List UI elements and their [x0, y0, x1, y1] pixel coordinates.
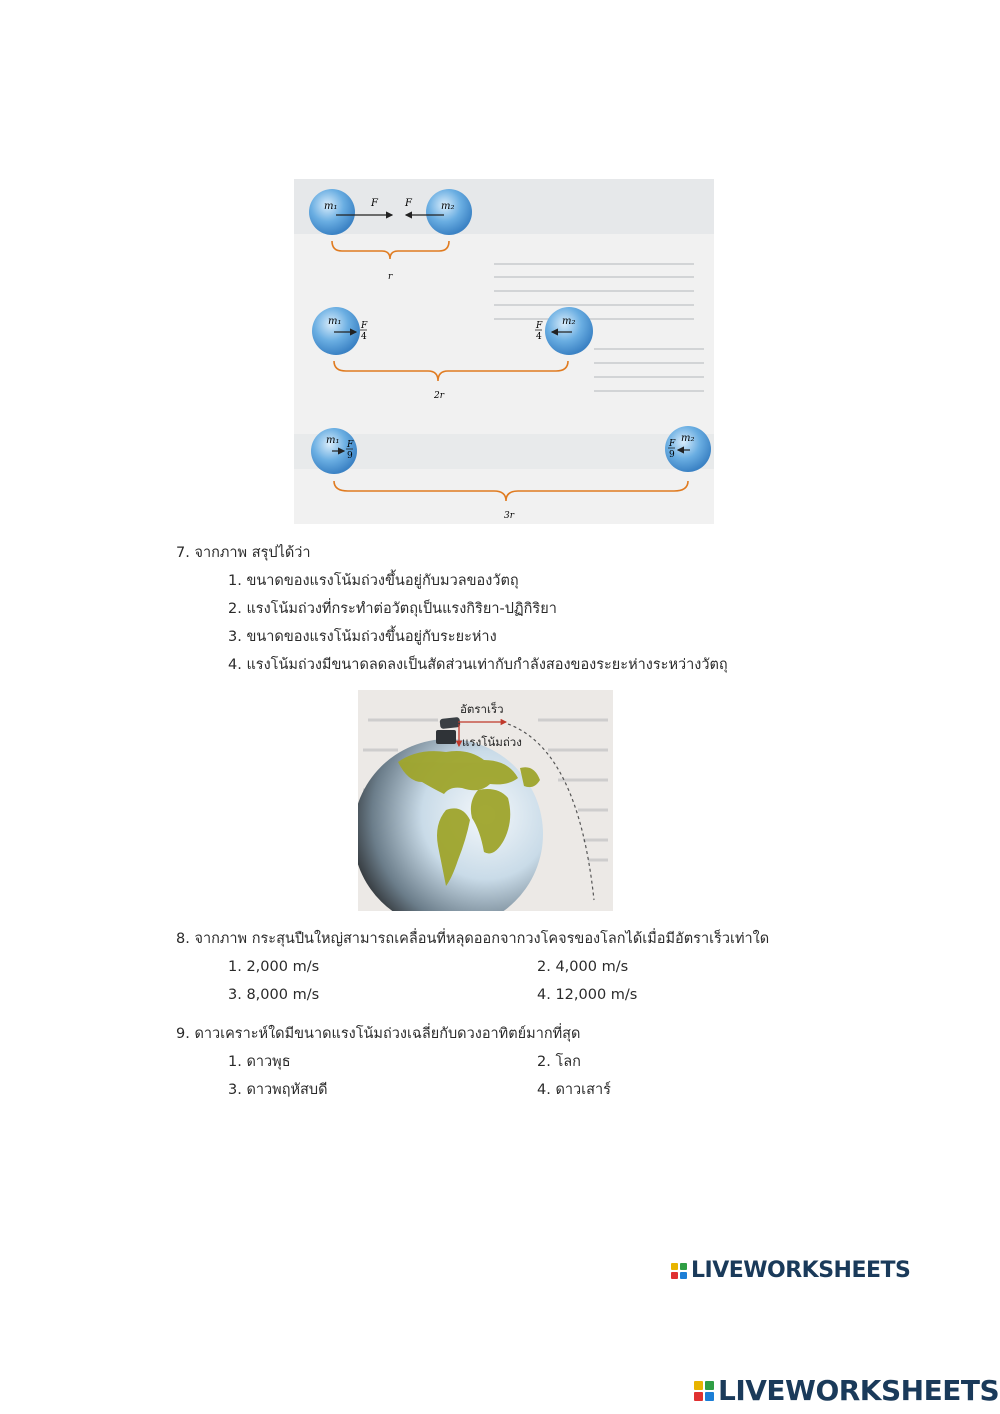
mass-label: m₂ [441, 201, 455, 212]
q7-option-3: 3. ขนาดของแรงโน้มถ่วงขึ้นอยู่กับระยะห่าง [228, 629, 497, 645]
gravity-label: แรงโน้มถ่วง [462, 735, 522, 749]
mass-sphere [545, 307, 593, 355]
force-fraction-den: 4 [361, 332, 367, 342]
logo-tile [694, 1381, 703, 1390]
logo-text: LIVEWORKSHEETS [718, 1374, 1000, 1407]
q9-option-4: 4. ดาวเสาร์ [537, 1082, 611, 1098]
gravity-distance-diagram [294, 179, 714, 524]
cannon-earth-diagram [358, 690, 613, 911]
speed-label: อัตราเร็ว [460, 702, 504, 716]
logo-tile [680, 1263, 687, 1270]
q8-option-3: 3. 8,000 m/s [228, 987, 320, 1003]
question-7: 7. จากภาพ สรุปได้ว่า [176, 545, 311, 561]
force-fraction-num: F [347, 440, 354, 450]
mass-label: m₁ [328, 316, 342, 327]
logo-tile [671, 1263, 678, 1270]
mass-label: m₁ [326, 435, 340, 446]
logo-tile [671, 1272, 678, 1279]
force-label: F [371, 198, 378, 209]
logo-text: LIVEWORKSHEETS [691, 1258, 911, 1283]
cannon-base [436, 730, 456, 744]
question-9: 9. ดาวเคราะห์ใดมีขนาดแรงโน้มถ่วงเฉลี่ยกับดวงอาทิตย์มากที่สุด [176, 1026, 581, 1042]
force-fraction-den: 9 [347, 451, 353, 461]
force-fraction-num: F [361, 321, 368, 331]
q8-option-2: 2. 4,000 m/s [537, 959, 629, 975]
mass-label: m₁ [324, 201, 338, 212]
distance-label: r [388, 272, 393, 282]
cannon-earth-figure [358, 690, 613, 911]
force-fraction-num: F [669, 439, 676, 449]
q8-option-4: 4. 12,000 m/s [537, 987, 638, 1003]
distance-brace [334, 361, 568, 381]
logo-tile [705, 1381, 714, 1390]
distance-label: 3r [504, 511, 515, 521]
q7-option-4: 4. แรงโน้มถ่วงมีขนาดลดลงเป็นสัดส่วนเท่ากับกำลังสองของระยะห่างระหว่างวัตถุ [228, 657, 728, 673]
q9-option-3: 3. ดาวพฤหัสบดี [228, 1082, 328, 1098]
logo-tiles-icon [693, 1380, 715, 1402]
force-fraction-num: F [536, 321, 543, 331]
logo-tiles-icon [670, 1262, 688, 1280]
force-fraction-den: 9 [669, 450, 675, 460]
q9-option-2: 2. โลก [537, 1054, 581, 1070]
q9-option-1: 1. ดาวพุธ [228, 1054, 291, 1070]
question-8: 8. จากภาพ กระสุนปืนใหญ่สามารถเคลื่อนที่หลุดออกจากวงโคจรของโลกได้เมื่อมีอัตราเร็วเท่าใด [176, 931, 770, 947]
cannon-barrel [440, 717, 461, 729]
logo-tile [694, 1392, 703, 1401]
distance-brace [334, 481, 688, 501]
logo-tile [705, 1392, 714, 1401]
mass-sphere [312, 307, 360, 355]
distance-brace [332, 241, 449, 259]
logo-tile [680, 1272, 687, 1279]
force-fraction-den: 4 [536, 332, 542, 342]
mass-sphere [309, 189, 355, 235]
distance-label: 2r [434, 391, 445, 401]
mass-label: m₂ [681, 433, 695, 444]
q7-option-1: 1. ขนาดของแรงโน้มถ่วงขึ้นอยู่กับมวลของวัตถุ [228, 573, 519, 589]
mass-sphere [426, 189, 472, 235]
gravity-distance-figure [294, 179, 714, 524]
force-label: F [405, 198, 412, 209]
q7-option-2: 2. แรงโน้มถ่วงที่กระทำต่อวัตถุเป็นแรงกิริยา-ปฏิกิริยา [228, 601, 557, 617]
q8-option-1: 1. 2,000 m/s [228, 959, 320, 975]
mass-label: m₂ [562, 316, 576, 327]
liveworksheets-logo [670, 1258, 910, 1283]
liveworksheets-logo-footer [693, 1374, 999, 1407]
